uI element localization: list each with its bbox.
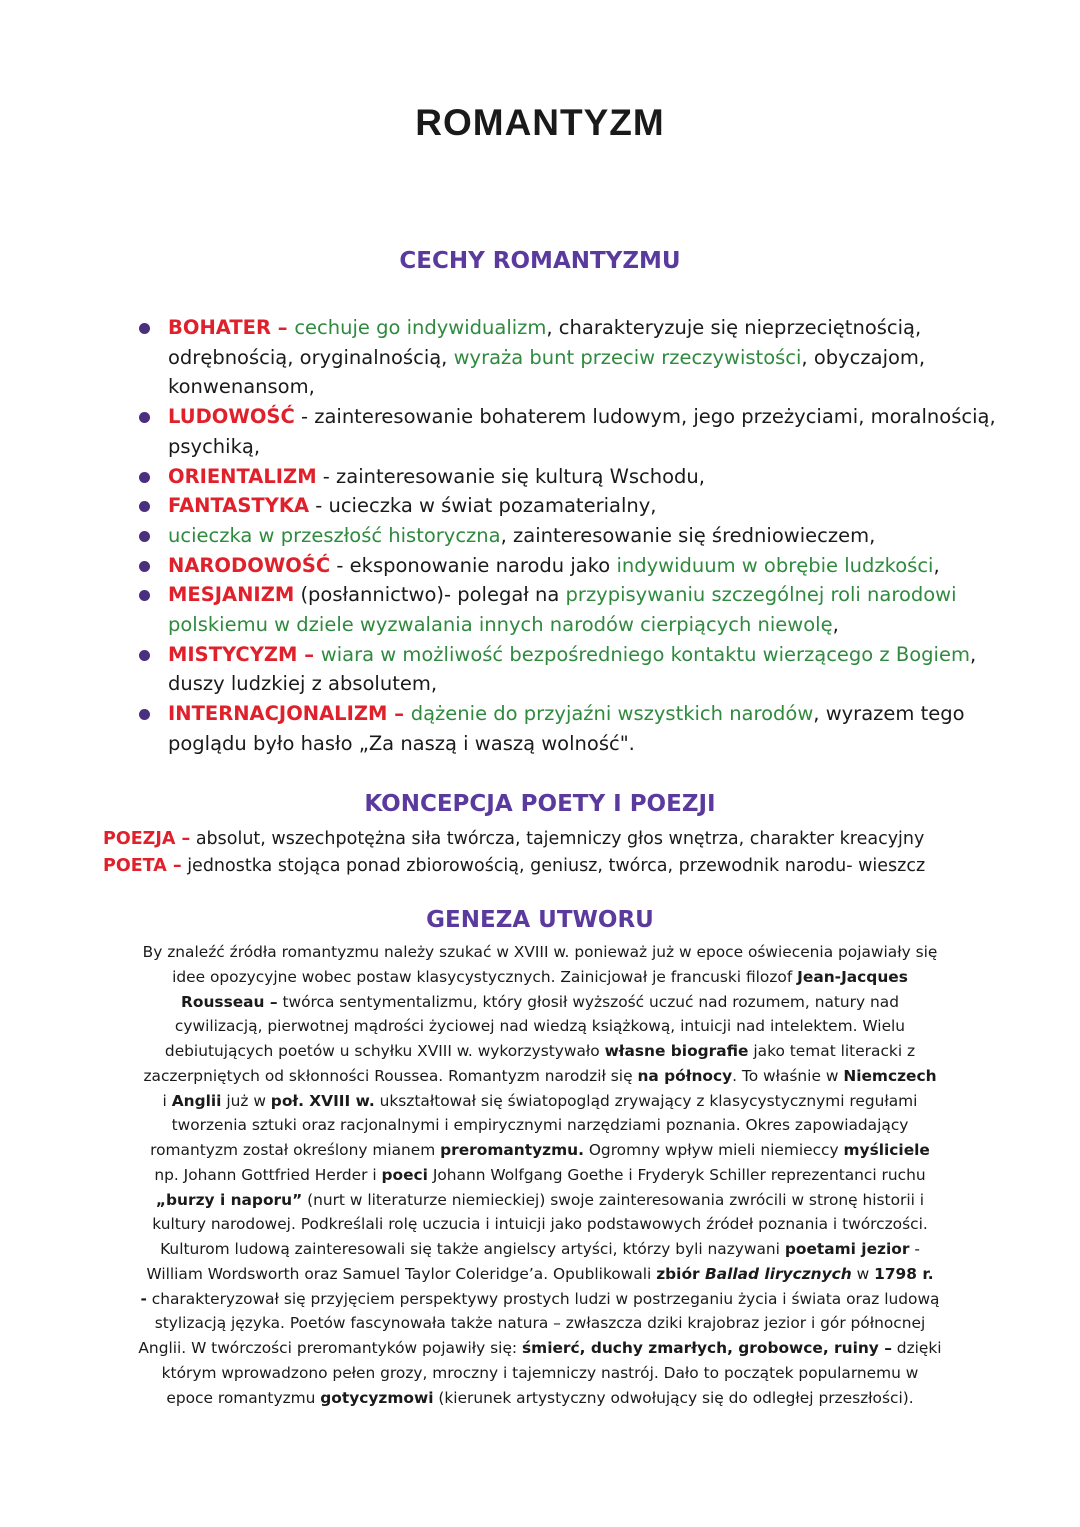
term: INTERNACJONALIZM [168, 702, 388, 726]
body-text: jako temat literacki z [748, 1042, 916, 1060]
term: MESJANIZM [168, 583, 295, 607]
body-text: idee opozycyjne wobec postaw klasycystycznych. Zainicjował je francuski filozof [172, 967, 798, 986]
paragraph-line [100, 1014, 980, 1039]
paragraph-line [100, 1089, 980, 1114]
bold-text: własne biografie [604, 1042, 749, 1060]
body-text: Ogromny wpływ mieli niemieccy [583, 1141, 844, 1159]
concept-poeta [103, 853, 1003, 880]
paragraph-line [100, 1262, 980, 1287]
list-item [138, 313, 998, 402]
body-text: stylizacją języka. Poetów fascynowała także natura – zwłaszcza dziki krajobraz jezior i gór północnej [154, 1314, 926, 1333]
section-heading-koncepcja: KONCEPCJA POETY I POEZJI [364, 791, 716, 817]
bold-text: 1798 r. [874, 1264, 934, 1283]
bullet-icon [139, 650, 150, 661]
paragraph-line [100, 1212, 980, 1237]
term: POETA – [103, 855, 182, 876]
body-text: cywilizacją, pierwotnej mądrości życiowej nad wiedzą książkową, intuicji nad intelektem. Wielu [174, 1017, 906, 1036]
bold-text: śmierć, duchy zmarłych, grobowce, ruiny – [522, 1339, 892, 1357]
body-text: - eksponowanie narodu jako [330, 553, 617, 577]
body-text: już w [221, 1091, 271, 1110]
body-text: (posłannictwo)- polegał na [294, 583, 566, 607]
bold-text: Niemczech [843, 1066, 937, 1085]
body-text: epoce romantyzmu [166, 1388, 321, 1407]
paragraph-line [100, 1163, 980, 1188]
bold-text: poetami jezior [784, 1240, 910, 1258]
bold-text: Rousseau – [181, 992, 278, 1011]
highlight-text: cechuje go indywidualizm [294, 316, 547, 339]
bullet-icon [139, 472, 150, 483]
highlight-text: wyraża bunt przeciw rzeczywistości [453, 345, 802, 369]
list-item [138, 462, 998, 492]
bold-text: gotycyzmowi [320, 1388, 434, 1407]
body-text: ukształtował się światopogląd zrywający z klasycystycznymi regułami [374, 1091, 918, 1110]
bold-text: poł. XVIII w. [270, 1091, 375, 1110]
highlight-text: indywiduum w obrębie ludzkości [616, 553, 934, 577]
body-text: , [933, 553, 940, 577]
list-item [138, 491, 998, 521]
list-item [138, 640, 998, 699]
bullet-icon [139, 561, 150, 572]
paragraph-line [100, 1361, 980, 1386]
body-text: By znaleźć źródła romantyzmu należy szukać w XVIII w. ponieważ już w epoce oświecenia pojawiały się [142, 943, 938, 961]
highlight-text: przypisywaniu szczególnej roli narodowi polskiemu w dziele wyzwalania innych narodów cierpiących niewolę [168, 583, 957, 637]
paragraph-line [100, 1113, 980, 1138]
paragraph-line [100, 990, 980, 1015]
term: NARODOWOŚĆ [168, 553, 331, 577]
features-list [138, 313, 998, 759]
body-text: , wyrazem tego poglądu było hasło „Za naszą i waszą wolność". [168, 702, 965, 755]
list-item [138, 580, 998, 639]
section-heading-geneza: GENEZA UTWORU [426, 907, 654, 933]
body-text: zaczerpniętych od skłonności Roussea. Romantyzm narodził się [143, 1066, 638, 1085]
body-text: kultury narodowej. Podkreślali rolę uczucia i intuicji jako podstawowych źródeł poznania i twórczości. [152, 1215, 928, 1234]
body-text: absolut, wszechpotężna siła twórcza, tajemniczy głos wnętrza, charakter kreacyjny [190, 829, 925, 849]
paragraph-line [100, 940, 980, 965]
body-text: (kierunek artystyczny odwołujący się do odległej przeszłości). [433, 1388, 914, 1407]
bold-text: na północy [637, 1066, 733, 1085]
paragraph-line [100, 1237, 980, 1262]
term-separator: – [387, 702, 411, 726]
page-title: ROMANTYZM [415, 102, 665, 143]
paragraph-line [100, 1188, 980, 1213]
body-text: - [909, 1240, 920, 1258]
list-item [138, 402, 998, 461]
body-text: charakteryzował się przyjęciem perspektywy prostych ludzi w postrzeganiu życia i świata oraz ludową [146, 1289, 940, 1308]
term: MISTYCYZM [168, 642, 298, 666]
concept-poezja [103, 826, 1003, 853]
term: ORIENTALIZM [168, 464, 317, 488]
bold-text: Jean-Jacques [797, 967, 908, 986]
paragraph-line [100, 965, 980, 990]
body-text: i [162, 1091, 172, 1110]
highlight-text: dążenie do przyjaźni wszystkich narodów [410, 702, 814, 726]
body-text: Kulturom ludową zainteresowali się także angielscy artyści, którzy byli nazywani [160, 1240, 785, 1258]
bullet-icon [139, 323, 150, 334]
body-text: , zainteresowanie się średniowieczem, [500, 523, 876, 547]
section-heading-cechy: CECHY ROMANTYZMU [399, 248, 681, 274]
body-text: Johann Wolfgang Goethe i Fryderyk Schiller reprezentanci ruchu [427, 1165, 926, 1184]
body-text: - zainteresowanie bohaterem ludowym, jego przeżyciami, moralnością, psychiką, [168, 405, 996, 458]
paragraph-line [100, 1336, 980, 1361]
body-text: dzięki [891, 1339, 942, 1357]
body-text: , duszy ludzkiej z absolutem, [168, 642, 977, 696]
term: LUDOWOŚĆ [168, 405, 295, 429]
bold-text: myśliciele [843, 1141, 930, 1159]
body-text: , obyczajom, konwenansom, [168, 345, 926, 399]
body-text: np. Johann Gottfried Herder i [154, 1165, 382, 1184]
bold-text: poeci [381, 1165, 428, 1184]
geneza-paragraph [100, 940, 980, 1410]
bullet-icon [139, 412, 150, 423]
term: POEZJA – [103, 829, 191, 849]
paragraph-line [100, 1039, 980, 1064]
body-text: jednostka stojąca ponad zbiorowością, geniusz, twórca, przewodnik narodu- wieszcz [181, 855, 926, 876]
body-text: . To właśnie w [732, 1066, 844, 1085]
list-item [138, 551, 998, 581]
body-text: William Wordsworth oraz Samuel Taylor Coleridge’a. Opublikowali [146, 1264, 657, 1283]
body-text: debiutujących poetów u schyłku XVIII w. wykorzystywało [164, 1042, 605, 1060]
paragraph-line [100, 1064, 980, 1089]
bullet-icon [139, 501, 150, 512]
list-item [138, 521, 998, 551]
term: FANTASTYKA [168, 494, 310, 518]
list-item [138, 699, 998, 758]
bold-text: zbiór [656, 1264, 705, 1283]
body-text: , [832, 613, 839, 637]
term-separator: – [297, 642, 321, 666]
body-text: Anglii. W twórczości preromantyków pojawiły się: [138, 1339, 522, 1357]
bullet-icon [139, 709, 150, 720]
paragraph-line [100, 1386, 980, 1411]
paragraph-line [100, 1287, 980, 1312]
bullet-icon [139, 531, 150, 542]
term-separator: – [270, 316, 295, 339]
body-text: tworzenia sztuki oraz racjonalnymi i empirycznymi narzędziami poznania. Okres zapowiadający [171, 1116, 909, 1135]
highlight-text: wiara w możliwość bezpośredniego kontaktu wierzącego z Bogiem [320, 642, 970, 666]
paragraph-line [100, 1311, 980, 1336]
body-text: - zainteresowanie się kulturą Wschodu, [316, 464, 705, 488]
term: BOHATER [168, 316, 271, 339]
bold-text: preromantyzmu. [440, 1141, 584, 1159]
paragraph-line [100, 1138, 980, 1163]
highlight-text: ucieczka w przeszłość historyczna [168, 523, 501, 547]
body-text: - ucieczka w świat pozamaterialny, [309, 494, 657, 518]
body-text: twórca sentymentalizmu, który głosił wyższość uczuć nad rozumem, natury nad [277, 992, 899, 1011]
body-text: (nurt w literaturze niemieckiej) swoje zainteresowania zwrócili w stronę historii i [302, 1190, 925, 1209]
bold-text: „burzy i naporu” [155, 1190, 303, 1209]
body-text: romantyzm został określony mianem [150, 1141, 441, 1159]
bold-text: - [140, 1289, 147, 1308]
concept-block [103, 826, 1003, 879]
bullet-icon [139, 590, 150, 601]
bold-text: Ballad lirycznych [704, 1264, 852, 1283]
body-text: w [851, 1264, 875, 1283]
body-text: , charakteryzuje się nieprzeciętnością, odrębnością, oryginalnością, [168, 316, 922, 369]
body-text: którym wprowadzono pełen grozy, mroczny i tajemniczy nastrój. Dało to początek popularnemu w [161, 1363, 919, 1382]
bold-text: Anglii [171, 1091, 222, 1110]
